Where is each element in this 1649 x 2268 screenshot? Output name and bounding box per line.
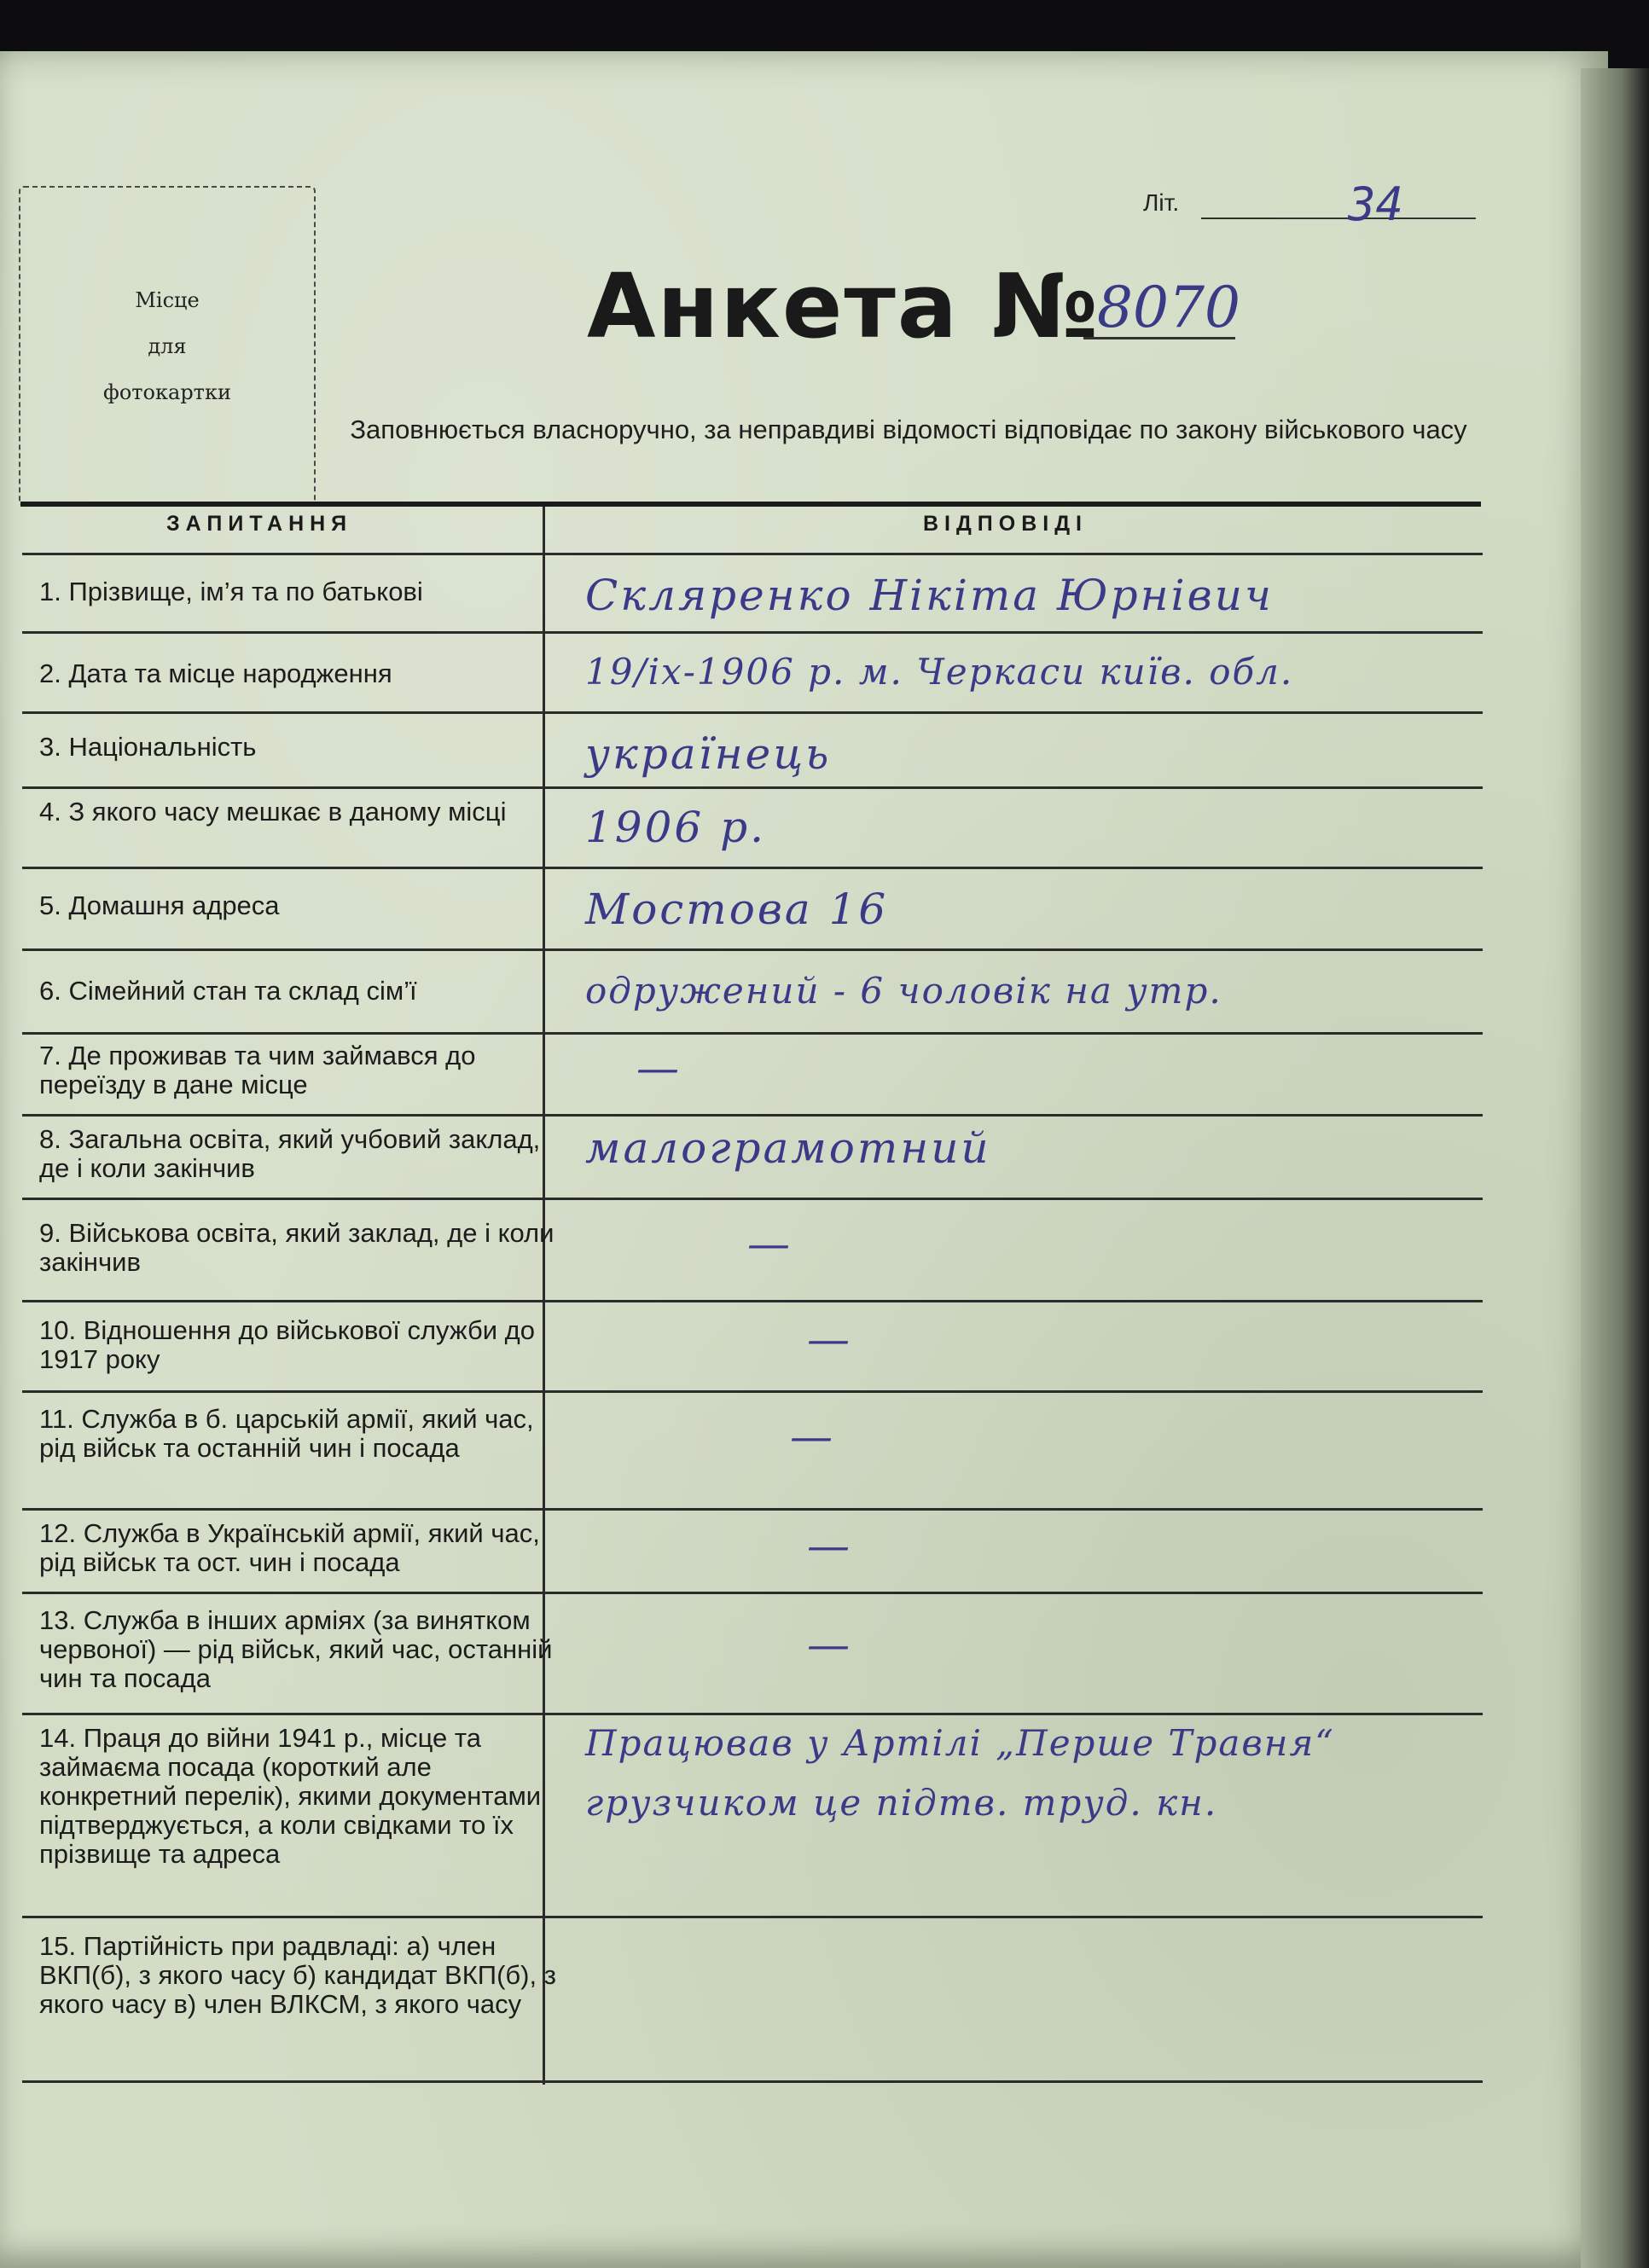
answer-text: — bbox=[807, 1314, 852, 1364]
photo-label-1: Місце bbox=[135, 288, 200, 312]
answer-text: 1906 р. bbox=[585, 803, 767, 852]
page-edge bbox=[1581, 68, 1649, 2268]
answer-text: — bbox=[807, 1521, 852, 1570]
photo-label-3: фотокартки bbox=[103, 380, 231, 404]
answer-text: одружений - 6 чоловік на утр. bbox=[585, 970, 1222, 1012]
form-title: Анкета № bbox=[587, 254, 1100, 358]
table-row bbox=[22, 1916, 1483, 2083]
table-row bbox=[22, 867, 1483, 951]
table-row bbox=[22, 1300, 1483, 1393]
question-label: 9. Військова освіта, який заклад, де і коли закінчив bbox=[39, 1218, 555, 1277]
answer-text: малограмотний bbox=[585, 1123, 991, 1173]
table-row bbox=[22, 1592, 1483, 1715]
answer-text: — bbox=[790, 1412, 835, 1461]
table-row bbox=[22, 1114, 1483, 1200]
question-label: 5. Домашня адреса bbox=[39, 890, 280, 920]
lit-label: Літ. bbox=[1143, 189, 1180, 216]
form-number: 8070 bbox=[1097, 275, 1240, 340]
table-row bbox=[22, 786, 1483, 869]
answer-text-line-2: грузчиком це підтв. труд. кн. bbox=[585, 1782, 1218, 1824]
question-label: 1. Прізвище, ім’я та по батькові bbox=[39, 577, 423, 606]
table-row bbox=[22, 1390, 1483, 1511]
question-label: 14. Праця до війни 1941 р., місце та займаєма посада (короткий але конкретний перелік), якими документами підтверджується, а коли свідками то їх прізвище та адреса bbox=[39, 1723, 542, 1869]
answer-text: Працював у Артілі „Перше Травня“ bbox=[585, 1722, 1335, 1764]
answer-text: — bbox=[747, 1219, 793, 1268]
answer-text: 19/іх-1906 р. м. Черкаси київ. обл. bbox=[585, 651, 1294, 693]
answer-text: Скляренко Нікіта Юрнівич bbox=[585, 571, 1274, 620]
question-label: 3. Національність bbox=[39, 732, 257, 762]
table-row bbox=[22, 1508, 1483, 1594]
answer-text: — bbox=[807, 1620, 852, 1669]
form-subtitle: Заповнюється власноручно, за неправдиві відомості відповідає по закону військового часу bbox=[350, 415, 1467, 444]
table-row bbox=[22, 631, 1483, 714]
question-label: 6. Сімейний стан та склад сім’ї bbox=[39, 976, 417, 1006]
question-label: 15. Партійність при радвладі: а) член ВКП(б), з якого часу б) кандидат ВКП(б), з якого часу в) член ВЛКСМ, з якого часу bbox=[39, 1931, 556, 2019]
table-row bbox=[22, 948, 1483, 1035]
question-label: 2. Дата та місце народження bbox=[39, 658, 392, 688]
photo-placeholder bbox=[19, 186, 316, 507]
lit-value: 34 bbox=[1348, 177, 1404, 231]
question-label: 8. Загальна освіта, який учбовий заклад, де і коли закінчив bbox=[39, 1124, 541, 1183]
question-label: 13. Служба в інших арміях (за винятком червоної) — рід військ, який час, останній чин та посада bbox=[39, 1605, 553, 1693]
table-row bbox=[22, 1713, 1483, 1918]
photo-label-2: для bbox=[148, 334, 187, 358]
questions-header: ЗАПИТАННЯ bbox=[166, 512, 353, 536]
answer-text: — bbox=[636, 1043, 682, 1093]
question-label: 4. З якого часу мешкає в даному місці bbox=[39, 797, 507, 827]
answer-text: українець bbox=[585, 729, 832, 779]
table-row bbox=[22, 553, 1483, 634]
answers-header: ВІДПОВІДІ bbox=[923, 512, 1088, 536]
table-row bbox=[22, 711, 1483, 789]
question-label: 10. Відношення до військової служби до 1917 року bbox=[39, 1315, 536, 1374]
table-row bbox=[22, 1198, 1483, 1302]
answer-text: Мостова 16 bbox=[585, 885, 889, 934]
question-label: 7. Де проживав та чим займався до переїзду в дане місце bbox=[39, 1041, 476, 1099]
table-row bbox=[22, 1032, 1483, 1117]
header-rule bbox=[20, 502, 1481, 507]
question-label: 11. Служба в б. царській армії, який час, рід військ та останній чин і посада bbox=[39, 1404, 534, 1463]
lit-underline bbox=[1201, 218, 1476, 219]
question-label: 12. Служба в Українській армії, який час, рід військ та ост. чин і посада bbox=[39, 1518, 540, 1577]
